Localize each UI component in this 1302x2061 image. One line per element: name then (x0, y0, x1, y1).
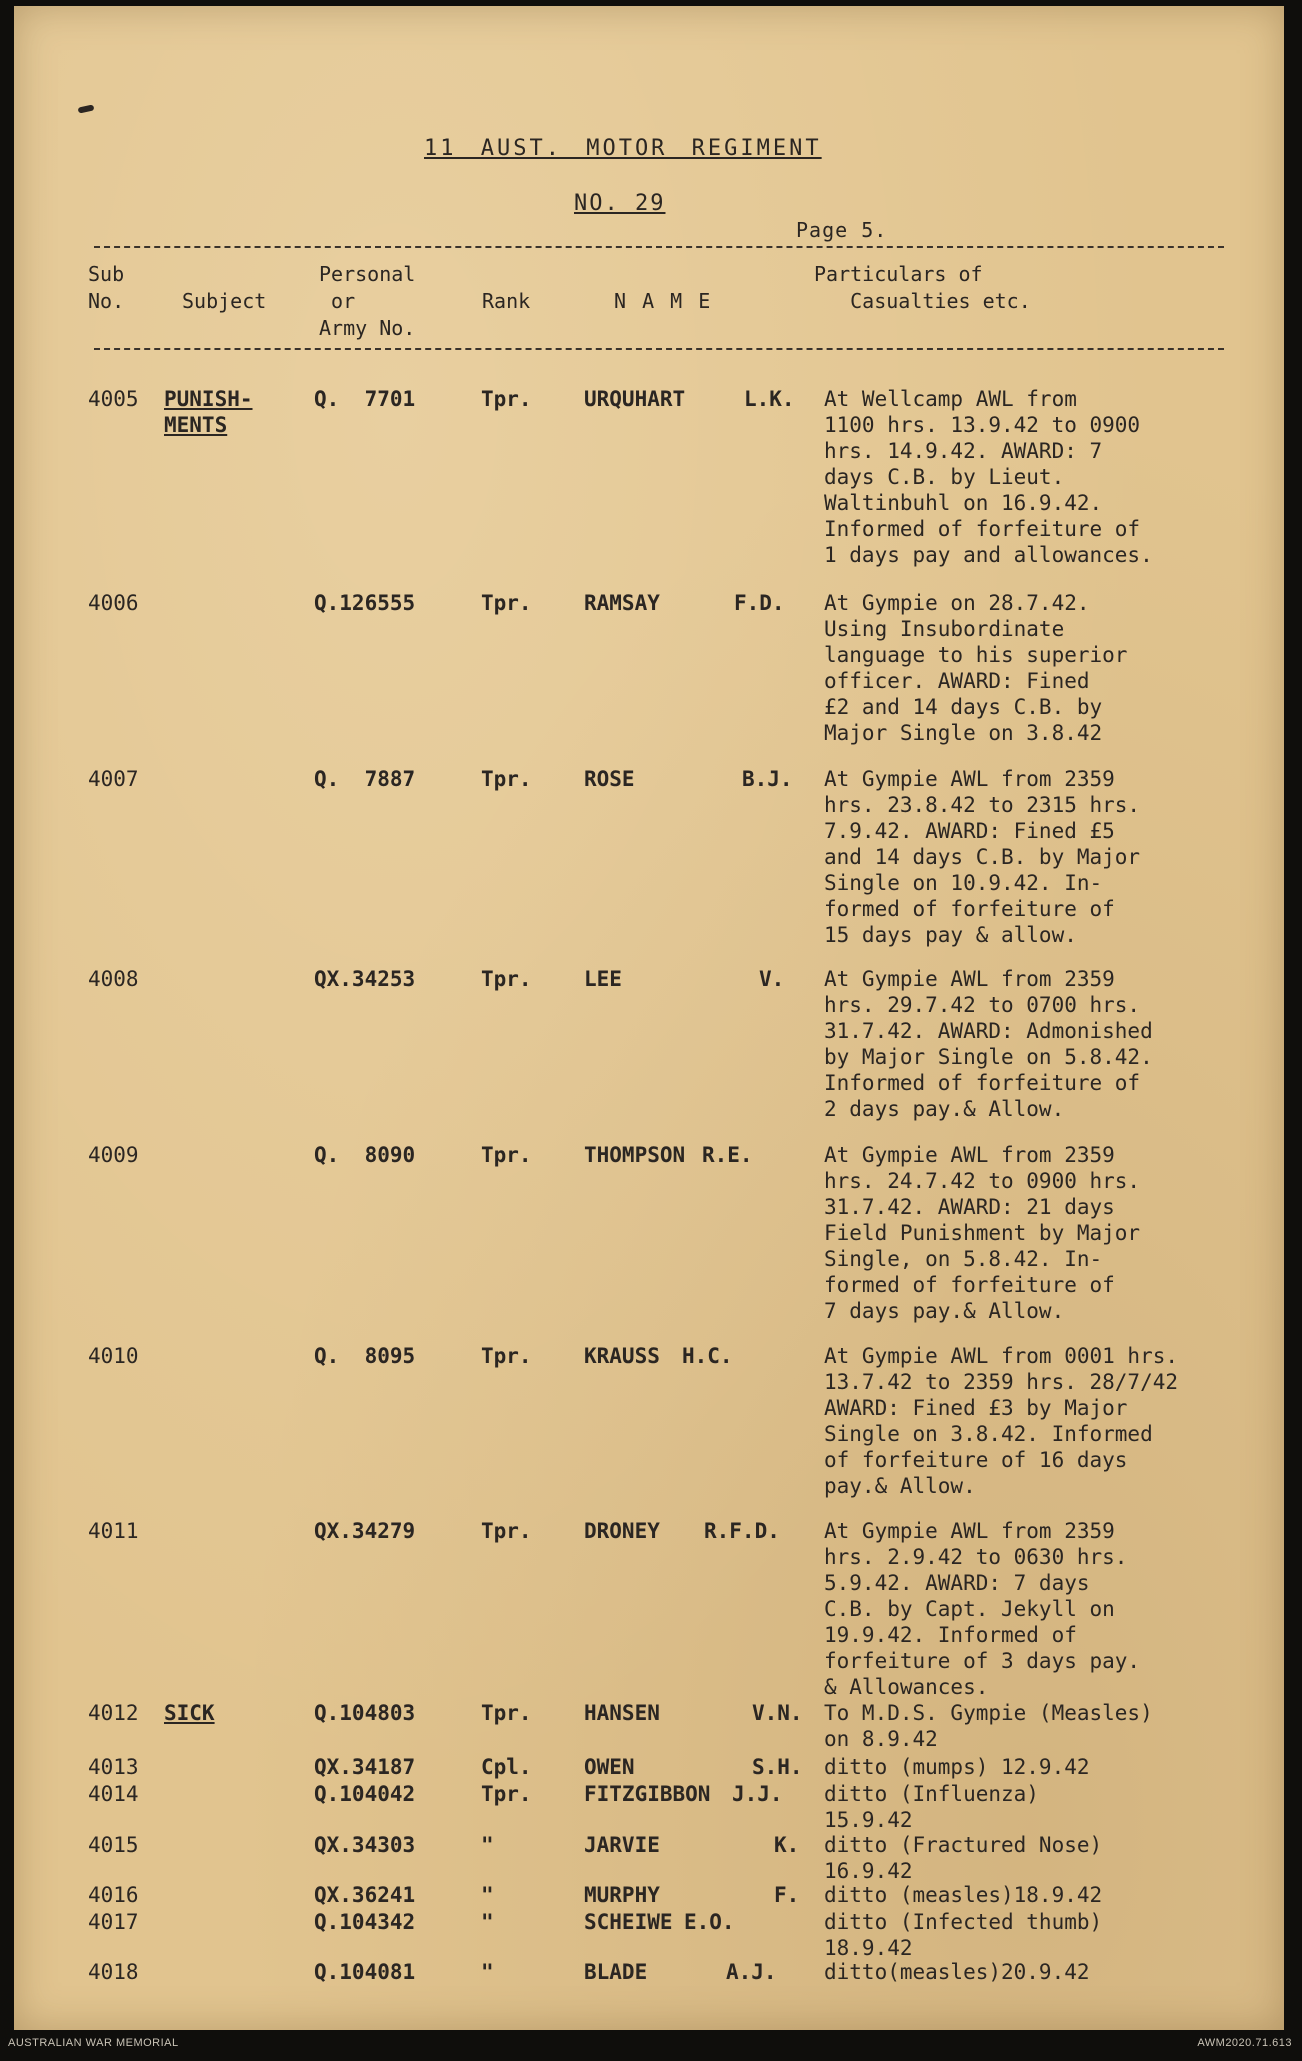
army-number: Q.126555 (314, 591, 416, 615)
initials: V.N. (752, 1701, 803, 1725)
army-number: QX.34303 (314, 1833, 416, 1857)
army-number: QX.34279 (314, 1519, 416, 1543)
rank: Tpr. (481, 1344, 532, 1368)
particulars: To M.D.S. Gympie (Measles) on 8.9.42 (824, 1701, 1153, 1751)
army-number: Q. 8090 (314, 1143, 416, 1167)
army-number: Q.104081 (314, 1960, 416, 1984)
rank: " (481, 1833, 494, 1857)
sub-number: 4005 (88, 387, 139, 411)
particulars: ditto (mumps) 12.9.42 (824, 1755, 1090, 1779)
col-header-subno: Sub No. (88, 262, 125, 313)
ink-mark (78, 104, 95, 113)
surname: OWEN (584, 1755, 635, 1779)
dashed-rule-header (94, 348, 1224, 350)
particulars: ditto (Infected thumb) 18.9.42 (824, 1910, 1103, 1960)
army-number: Q.104042 (314, 1782, 416, 1806)
subject-heading: PUNISH- MENTS (164, 387, 253, 437)
initials: H.C. (682, 1344, 733, 1368)
col-header-rank: Rank (482, 289, 531, 313)
surname: MURPHY (584, 1883, 660, 1907)
rank: Tpr. (481, 1519, 532, 1543)
surname: FITZGIBBON (584, 1782, 711, 1806)
document-page (14, 6, 1284, 2030)
initials: J.J. (732, 1782, 783, 1806)
surname: RAMSAY (584, 591, 660, 615)
initials: F. (774, 1883, 800, 1907)
initials: K. (774, 1833, 800, 1857)
army-number: Q. 8095 (314, 1344, 416, 1368)
col-header-name: N A M E (614, 289, 713, 313)
sub-number: 4015 (88, 1833, 139, 1857)
surname: URQUHART (584, 387, 686, 411)
initials: L.K. (744, 387, 795, 411)
page-number: Page 5. (796, 218, 888, 242)
sub-number: 4006 (88, 591, 139, 615)
army-number: QX.34187 (314, 1755, 416, 1779)
surname: ROSE (584, 767, 635, 791)
surname: BLADE (584, 1960, 648, 1984)
rank: " (481, 1910, 494, 1934)
particulars: At Gympie AWL from 2359 hrs. 29.7.42 to 0700 hrs. 31.7.42. AWARD: Admonished by Major Single on 5.8.42. Informed of forfeiture of 2 days pay.& Allow. (824, 967, 1153, 1121)
rank: Tpr. (481, 967, 532, 991)
surname: DRONEY (584, 1519, 660, 1543)
rank: " (481, 1883, 494, 1907)
sub-number: 4014 (88, 1782, 139, 1806)
surname: HANSEN (584, 1701, 660, 1725)
particulars: At Wellcamp AWL from 1100 hrs. 13.9.42 to 0900 hrs. 14.9.42. AWARD: 7 days C.B. by Lieut. Waltinbuhl on 16.9.42. Informed of forfeiture of 1 days pay and allowances. (824, 387, 1153, 567)
sub-number: 4007 (88, 767, 139, 791)
particulars: At Gympie AWL from 0001 hrs. 13.7.42 to 2359 hrs. 28/7/42 AWARD: Fined £3 by Major Single on 3.8.42. Informed of forfeiture of 16 days pay.& Allow. (824, 1344, 1179, 1498)
sub-number: 4016 (88, 1883, 139, 1907)
rank: Tpr. (481, 767, 532, 791)
rank: Tpr. (481, 1782, 532, 1806)
regiment-title: 11 AUST. MOTOR REGIMENT (424, 136, 822, 161)
surname: SCHEIWE (584, 1910, 673, 1934)
particulars: At Gympie AWL from 2359 hrs. 23.8.42 to 2315 hrs. 7.9.42. AWARD: Fined £5 and 14 days C.B. by Major Single on 10.9.42. In- formed of forfeiture of 15 days pay & allow. (824, 767, 1141, 947)
rank: Tpr. (481, 1143, 532, 1167)
army-number: QX.36241 (314, 1883, 416, 1907)
particulars: ditto (Influenza) 15.9.42 (824, 1782, 1039, 1832)
rank: Tpr. (481, 591, 532, 615)
army-number: Q.104803 (314, 1701, 416, 1725)
surname: JARVIE (584, 1833, 660, 1857)
dashed-rule-top (94, 246, 1224, 248)
surname: KRAUSS (584, 1344, 660, 1368)
particulars: ditto(measles)20.9.42 (824, 1960, 1090, 1984)
sub-number: 4010 (88, 1344, 139, 1368)
initials: S.H. (752, 1755, 803, 1779)
particulars: At Gympie on 28.7.42. Using Insubordinate language to his superior officer. AWARD: Fined £2 and 14 days C.B. by Major Single on 3.8.42 (824, 591, 1128, 745)
army-number: Q.104342 (314, 1910, 416, 1934)
surname: THOMPSON (584, 1143, 686, 1167)
particulars: At Gympie AWL from 2359 hrs. 2.9.42 to 0630 hrs. 5.9.42. AWARD: 7 days C.B. by Capt. Jekyll on 19.9.42. Informed of forfeiture of 3 days pay. & Allowances. (824, 1519, 1141, 1699)
army-number: Q. 7701 (314, 387, 416, 411)
sub-number: 4012 (88, 1701, 139, 1725)
sub-number: 4017 (88, 1910, 139, 1934)
rank: Tpr. (481, 387, 532, 411)
initials: A.J. (726, 1960, 777, 1984)
surname: LEE (584, 967, 622, 991)
rank: " (481, 1960, 494, 1984)
sub-number: 4009 (88, 1143, 139, 1167)
initials: E.O. (684, 1910, 735, 1934)
rank: Cpl. (481, 1755, 532, 1779)
order-number: NO. 29 (574, 191, 666, 216)
army-number: QX.34253 (314, 967, 416, 991)
sub-number: 4018 (88, 1960, 139, 1984)
sub-number: 4011 (88, 1519, 139, 1543)
particulars: ditto (measles)18.9.42 (824, 1883, 1103, 1907)
col-header-particulars: Particulars of Casualties etc. (814, 262, 1031, 313)
initials: B.J. (742, 767, 793, 791)
sub-number: 4013 (88, 1755, 139, 1779)
col-header-armyno: Personal or Army No. (319, 262, 416, 340)
particulars: At Gympie AWL from 2359 hrs. 24.7.42 to 0900 hrs. 31.7.42. AWARD: 21 days Field Punishment by Major Single, on 5.8.42. In- formed of forfeiture of 7 days pay.& Allow. (824, 1143, 1141, 1323)
initials: F.D. (734, 591, 785, 615)
footer-reference: AWM2020.71.613 (1197, 2037, 1292, 2049)
initials: R.F.D. (704, 1519, 780, 1543)
sub-number: 4008 (88, 967, 139, 991)
subject-heading: SICK (164, 1701, 215, 1725)
rank: Tpr. (481, 1701, 532, 1725)
footer-institution: AUSTRALIAN WAR MEMORIAL (8, 2037, 179, 2049)
initials: R.E. (702, 1143, 753, 1167)
army-number: Q. 7887 (314, 767, 416, 791)
initials: V. (759, 967, 785, 991)
col-header-subject: Subject (182, 289, 267, 313)
particulars: ditto (Fractured Nose) 16.9.42 (824, 1833, 1103, 1883)
